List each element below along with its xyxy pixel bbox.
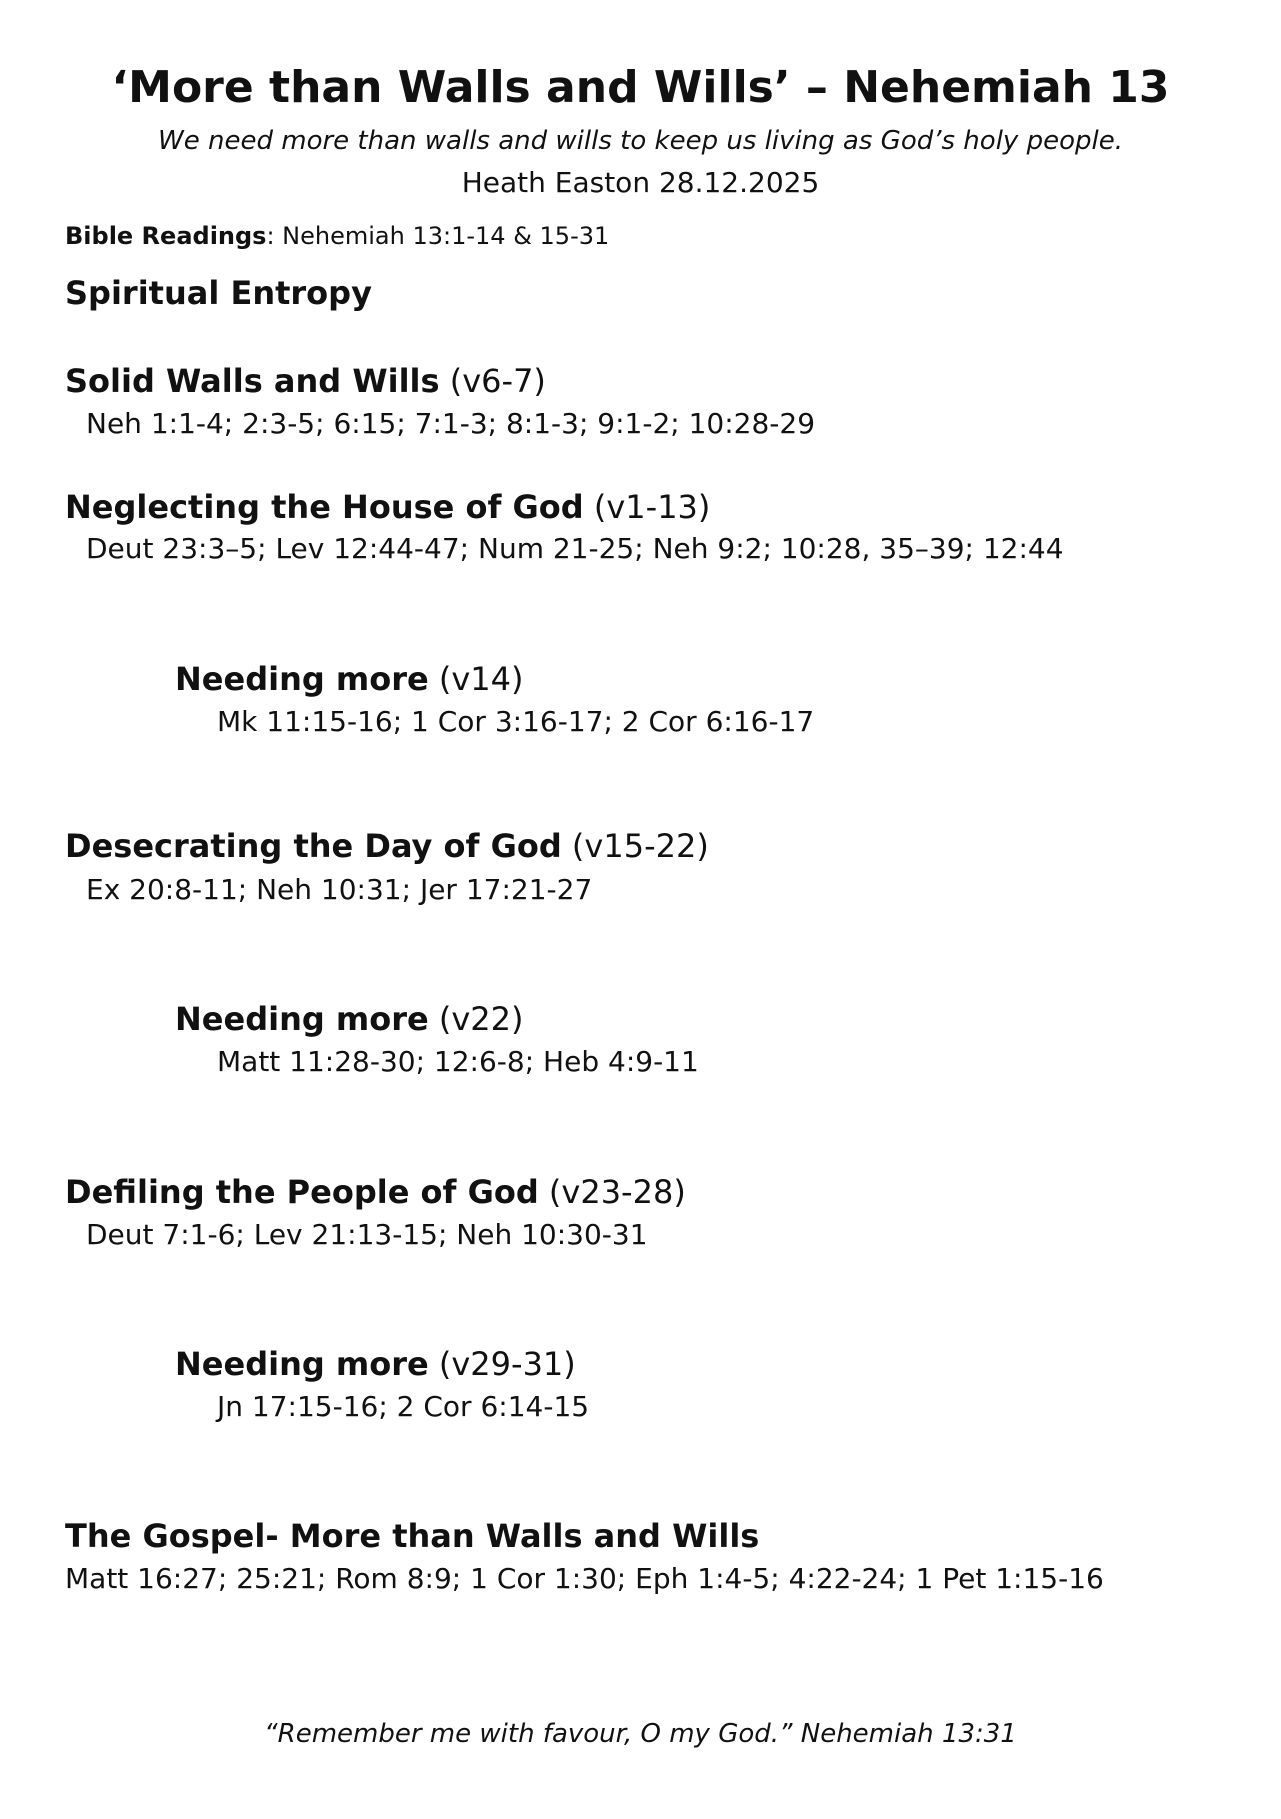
section-refs-defiling-people: Deut 7:1-6; Lev 21:13-15; Neh 10:30-31	[86, 1218, 648, 1251]
section-verse: (v29-31)	[428, 1345, 576, 1383]
bible-readings-value: : Nehemiah 13:1-14 & 15-31	[266, 222, 610, 250]
section-heading-spiritual-entropy	[65, 274, 372, 312]
section-heading-solid-walls	[65, 362, 546, 400]
author-date: Heath Easton 28.12.2025	[461, 166, 820, 199]
section-title: Needing more	[175, 1345, 429, 1383]
page-title: ‘More than Walls and Wills’ – Nehemiah 13	[111, 62, 1170, 113]
section-heading-desecrating-day	[65, 827, 709, 865]
section-heading-needing-more-v22	[175, 1000, 524, 1038]
section-title: Defiling the People of God	[65, 1173, 539, 1211]
bible-readings	[65, 222, 609, 250]
section-heading-neglecting-house	[65, 488, 710, 526]
section-heading-the-gospel	[65, 1517, 759, 1555]
section-refs-needing-more-v29: Jn 17:15-16; 2 Cor 6:14-15	[217, 1390, 590, 1423]
footer-quote: “Remember me with favour, O my God.” Nehemiah 13:31	[264, 1719, 1017, 1749]
section-refs-neglecting-house: Deut 23:3–5; Lev 12:44-47; Num 21-25; Neh 9:2; 10:28, 35–39; 12:44	[86, 532, 1064, 565]
section-verse: (v22)	[428, 1000, 524, 1038]
section-refs-solid-walls: Neh 1:1-4; 2:3-5; 6:15; 7:1-3; 8:1-3; 9:1-2; 10:28-29	[86, 407, 816, 440]
section-title: Spiritual Entropy	[65, 274, 372, 312]
page-subtitle: We need more than walls and wills to keep us living as God’s holy people.	[158, 126, 1123, 156]
section-title: Neglecting the House of God	[65, 488, 584, 526]
section-title: The Gospel- More than Walls and Wills	[65, 1517, 760, 1555]
section-refs-needing-more-v14: Mk 11:15-16; 1 Cor 3:16-17; 2 Cor 6:16-17	[217, 705, 815, 738]
section-refs-desecrating-day: Ex 20:8-11; Neh 10:31; Jer 17:21-27	[86, 873, 593, 906]
section-title: Desecrating the Day of God	[65, 827, 562, 865]
section-verse: (v23-28)	[538, 1173, 686, 1211]
section-refs-the-gospel: Matt 16:27; 25:21; Rom 8:9; 1 Cor 1:30; Eph 1:4-5; 4:22-24; 1 Pet 1:15-16	[65, 1562, 1104, 1595]
section-title: Solid Walls and Wills	[65, 362, 440, 400]
section-title: Needing more	[175, 660, 429, 698]
section-refs-needing-more-v22: Matt 11:28-30; 12:6-8; Heb 4:9-11	[217, 1045, 699, 1078]
bible-readings-label: Bible Readings	[65, 222, 267, 250]
section-heading-needing-more-v14	[175, 660, 524, 698]
section-verse: (v15-22)	[561, 827, 709, 865]
section-verse: (v14)	[428, 660, 524, 698]
section-heading-defiling-people	[65, 1173, 686, 1211]
section-heading-needing-more-v29	[175, 1345, 576, 1383]
section-title: Needing more	[175, 1000, 429, 1038]
section-verse: (v6-7)	[439, 362, 546, 400]
section-verse: (v1-13)	[583, 488, 711, 526]
